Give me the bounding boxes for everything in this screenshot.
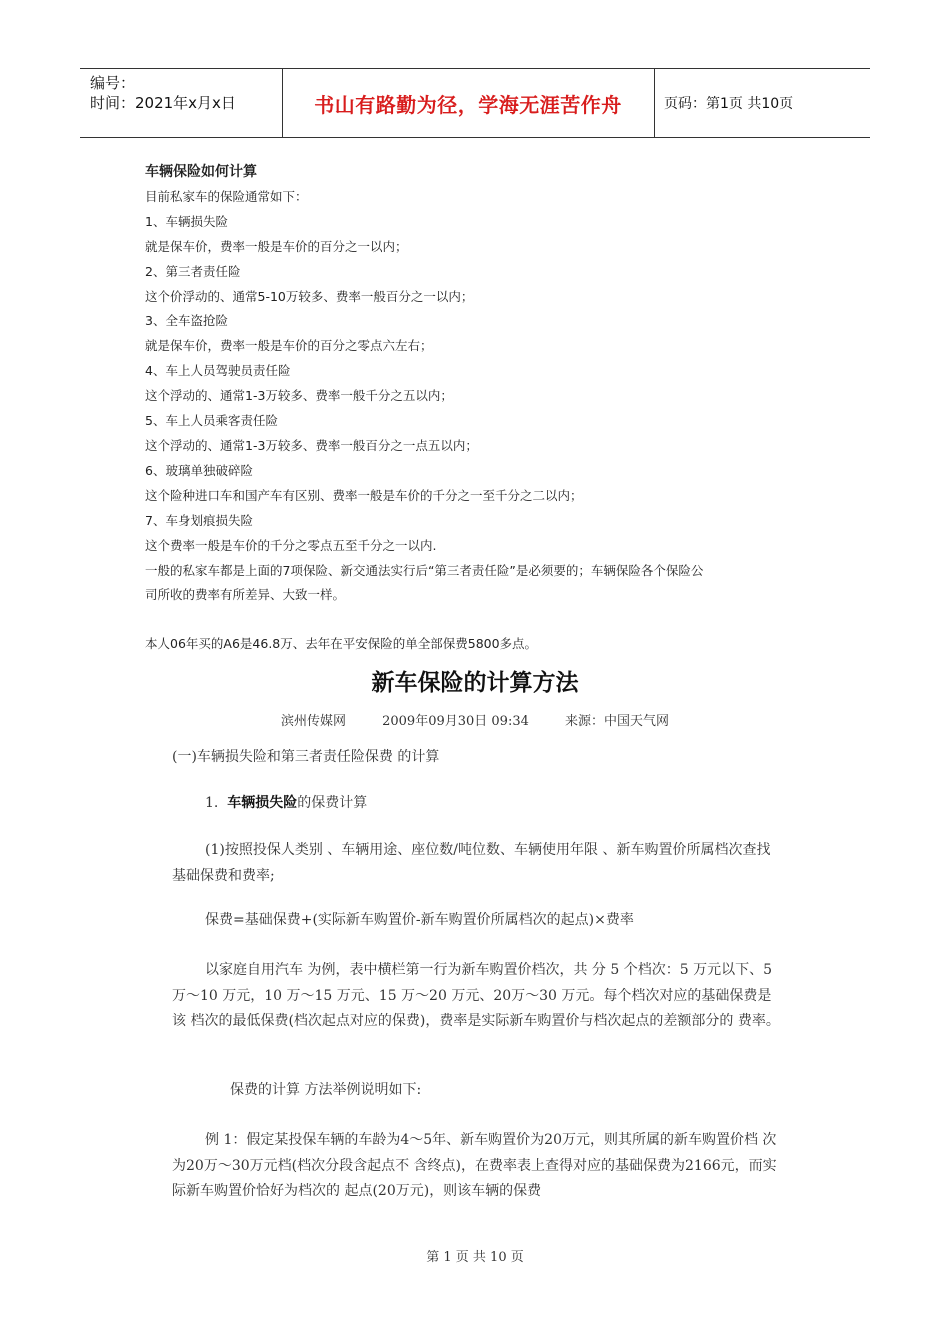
document-date: 时间：2021年x月x日 xyxy=(90,94,236,112)
article-1-line: 6、玻璃单独破碎险 xyxy=(145,462,253,478)
sub-heading-rest: 的保费计算 xyxy=(297,795,368,811)
sub-heading-bold: 车辆损失险 xyxy=(227,795,298,811)
article-2-title: 新车保险的计算方法 xyxy=(371,670,579,696)
article-1-line: 一般的私家车都是上面的7项保险、新交通法实行后“第三者责任险”是必须要的；车辆保险各个保险公 xyxy=(145,562,704,578)
article-1-line: 2、第三者责任险 xyxy=(145,263,241,279)
article-1-note: 本人06年买的A6是46.8万、去年在平安保险的单全部保费5800多点。 xyxy=(145,636,538,652)
article-1-line: 这个价浮动的、通常5-10万较多、费率一般百分之一以内； xyxy=(145,288,474,304)
article-1-line: 就是保车价，费率一般是车价的百分之零点六左右； xyxy=(145,338,433,354)
sub-heading-number: 1. xyxy=(205,795,219,811)
section-heading: (一)车辆损失险和第三者责任险保费 的计算 xyxy=(172,749,440,765)
article-1-line: 5、车上人员乘客责任险 xyxy=(145,413,278,429)
formula-paragraph: 保费=基础保费+(实际新车购置价-新车购置价所属档次的起点)×费率 xyxy=(205,912,634,928)
article-1-line: 这个险种进口车和国产车有区别、费率一般是车价的千分之一至千分之二以内； xyxy=(145,487,583,503)
document-number-label: 编号： xyxy=(90,74,136,92)
article-1-line: 就是保车价，费率一般是车价的百分之一以内； xyxy=(145,238,408,254)
article-1-line: 司所收的费率有所差异、大致一样。 xyxy=(145,587,346,603)
article-1-line: 这个浮动的、通常1-3万较多、费率一般百分之一点五以内； xyxy=(145,437,478,453)
article-1-line: 这个费率一般是车价的千分之零点五至千分之一以内. xyxy=(145,537,437,553)
article-1-title: 车辆保险如何计算 xyxy=(145,164,257,180)
publish-datetime: 2009年09月30日 09:34 xyxy=(382,714,529,729)
header-table xyxy=(80,68,870,138)
paragraph: 保费的计算 方法举例说明如下: xyxy=(230,1082,422,1098)
article-1-line: 4、车上人员驾驶员责任险 xyxy=(145,363,291,379)
paragraph: 以家庭自用汽车 为例，表中横栏第一行为新车购置价档次，共 分 5 个档次：5 万元以下、5 万～10 万元，10 万～15 万元、15 万～20 万元、20万～30 万元。每个档次对应的基础保费是该 档次的最低保费(档次起点对应的保费)，费率是实际新车购置价与档次起点的差额部分的 费率。 xyxy=(172,962,780,1029)
page-footer: 第 1 页 共 10 页 xyxy=(426,1250,524,1265)
article-1-line: 目前私家车的保险通常如下： xyxy=(145,188,308,204)
article-1-line: 3、全车盗抢险 xyxy=(145,313,228,329)
header-motto: 书山有路勤为径，学海无涯苦作舟 xyxy=(314,92,622,117)
header-meta xyxy=(90,73,236,113)
paragraph: (1)按照投保人类别 、车辆用途、座位数/吨位数、车辆使用年限 、新车购置价所属档次查找基础保费和费率; xyxy=(172,842,771,884)
article-1-line: 1、车辆损失险 xyxy=(145,213,228,229)
sub-heading xyxy=(205,792,367,812)
article-1-line: 这个浮动的、通常1-3万较多、费率一般千分之五以内； xyxy=(145,388,453,404)
example-paragraph: 例 1：假定某投保车辆的车龄为4～5年、新车购置价为20万元，则其所属的新车购置价档 次为20万～30万元档(档次分段含起点不 含终点)，在费率表上查得对应的基础保费为2166元，而实际新车购置价恰好为档次的 起点(20万元)，则该车辆的保费 xyxy=(172,1132,777,1199)
spacer xyxy=(145,608,825,632)
header-divider xyxy=(654,69,655,137)
article-1-line: 7、车身划痕损失险 xyxy=(145,512,253,528)
source: 来源：中国天气网 xyxy=(565,714,670,729)
article-2-meta xyxy=(0,710,950,729)
article-1 xyxy=(145,160,825,657)
source-site: 滨州传媒网 xyxy=(280,714,346,729)
header-page-info: 页码：第1页 共10页 xyxy=(664,96,794,112)
